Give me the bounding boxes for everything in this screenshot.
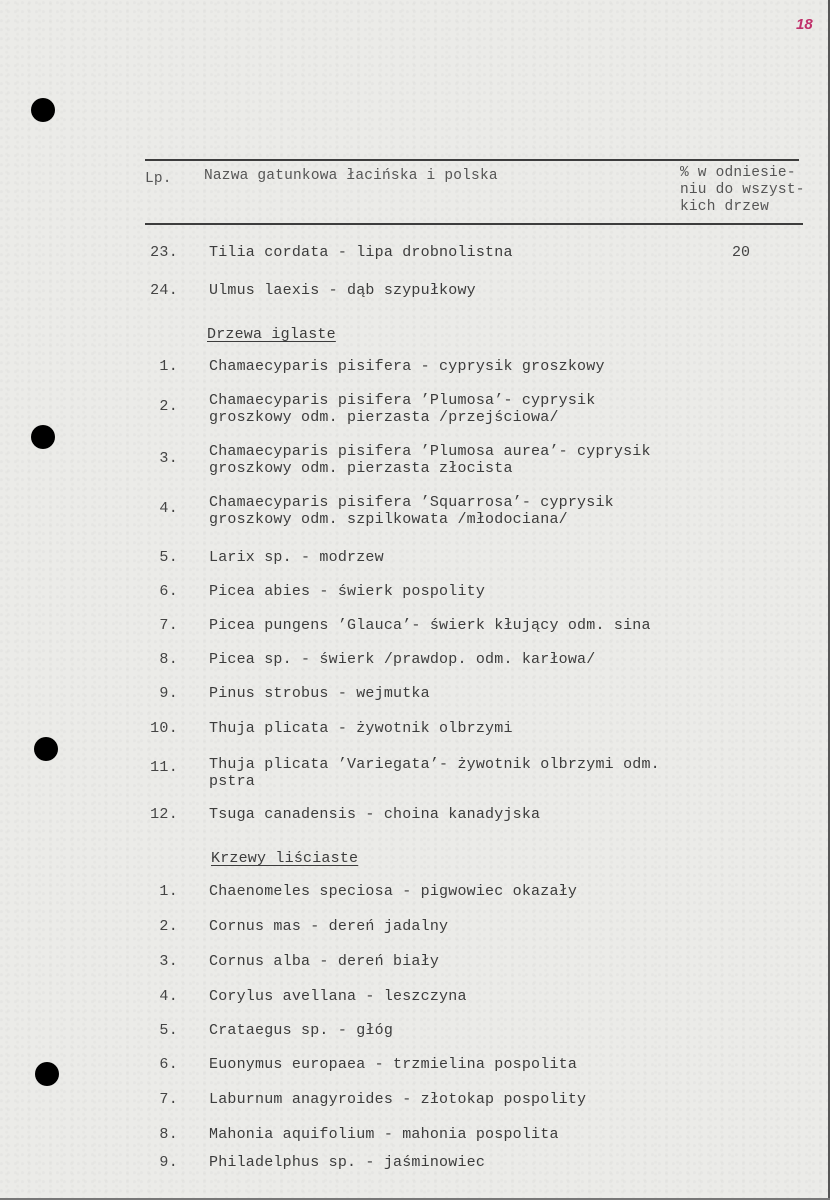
row-species: Thuja plicata ’Variegata’- żywotnik olbrzymi odm.: [209, 756, 660, 773]
row-number: 24.: [150, 282, 178, 299]
row-species: Tilia cordata - lipa drobnolistna: [209, 244, 513, 261]
row-number: 11.: [150, 759, 178, 776]
header-lp: Lp.: [145, 171, 172, 187]
row-species: Cornus mas - dereń jadalny: [209, 918, 449, 935]
row-number: 12.: [150, 806, 178, 823]
row-species: Pinus strobus - wejmutka: [209, 685, 430, 702]
row-species: Chamaecyparis pisifera ’Squarrosa’- cyprysik: [209, 494, 614, 511]
row-number: 2.: [159, 398, 178, 415]
row-species-continued: pstra: [209, 773, 256, 790]
row-number: 9.: [159, 1154, 178, 1171]
row-number: 2.: [159, 918, 178, 935]
row-number: 9.: [159, 685, 178, 702]
header-species-name: Nazwa gatunkowa łacińska i polska: [204, 168, 498, 184]
row-number: 8.: [159, 651, 178, 668]
row-number: 4.: [159, 500, 178, 517]
row-species: Larix sp. - modrzew: [209, 549, 384, 566]
table-top-rule: [145, 159, 799, 161]
row-species: Ulmus laexis - dąb szypułkowy: [209, 282, 476, 299]
page-number: 18: [796, 16, 813, 33]
row-number: 6.: [159, 583, 178, 600]
row-number: 5.: [159, 549, 178, 566]
row-species: Corylus avellana - leszczyna: [209, 988, 467, 1005]
row-number: 1.: [159, 883, 178, 900]
row-number: 7.: [159, 1091, 178, 1108]
row-number: 3.: [159, 953, 178, 970]
row-number: 7.: [159, 617, 178, 634]
header-percent: % w odniesie- niu do wszyst- kich drzew: [680, 165, 805, 215]
row-species: Chamaecyparis pisifera ’Plumosa’- cyprysik: [209, 392, 596, 409]
row-species: Tsuga canadensis - choina kanadyjska: [209, 806, 541, 823]
row-species: Picea abies - świerk pospolity: [209, 583, 486, 600]
row-species: Euonymus europaea - trzmielina pospolita: [209, 1056, 578, 1073]
row-percent: 20: [732, 244, 751, 261]
row-species-continued: groszkowy odm. pierzasta /przejściowa/: [209, 409, 559, 426]
row-species-continued: groszkowy odm. pierzasta złocista: [209, 460, 513, 477]
row-number: 4.: [159, 988, 178, 1005]
row-species-continued: groszkowy odm. szpilkowata /młodociana/: [209, 511, 568, 528]
row-number: 5.: [159, 1022, 178, 1039]
row-species: Picea sp. - świerk /prawdop. odm. karłowa/: [209, 651, 596, 668]
row-species: Chamaecyparis pisifera ’Plumosa aurea’- cyprysik: [209, 443, 651, 460]
row-species: Cornus alba - dereń biały: [209, 953, 440, 970]
row-species: Laburnum anagyroides - złotokap pospolity: [209, 1091, 587, 1108]
row-species: Thuja plicata - żywotnik olbrzymi: [209, 720, 513, 737]
section-title-shrubs: Krzewy liściaste: [211, 850, 359, 867]
punch-hole: [31, 425, 55, 449]
row-species: Philadelphus sp. - jaśminowiec: [209, 1154, 486, 1171]
row-number: 8.: [159, 1126, 178, 1143]
row-number: 10.: [150, 720, 178, 737]
punch-hole: [35, 1062, 59, 1086]
row-number: 1.: [159, 358, 178, 375]
table-header-rule: [145, 223, 803, 225]
row-species: Picea pungens ’Glauca’- świerk kłujący odm. sina: [209, 617, 651, 634]
section-title-conifers: Drzewa iglaste: [207, 326, 336, 343]
row-number: 23.: [150, 244, 178, 261]
row-number: 3.: [159, 450, 178, 467]
row-species: Crataegus sp. - głóg: [209, 1022, 394, 1039]
punch-hole: [31, 98, 55, 122]
row-species: Mahonia aquifolium - mahonia pospolita: [209, 1126, 559, 1143]
punch-hole: [34, 737, 58, 761]
row-species: Chamaecyparis pisifera - cyprysik groszkowy: [209, 358, 605, 375]
row-number: 6.: [159, 1056, 178, 1073]
row-species: Chaenomeles speciosa - pigwowiec okazały: [209, 883, 578, 900]
